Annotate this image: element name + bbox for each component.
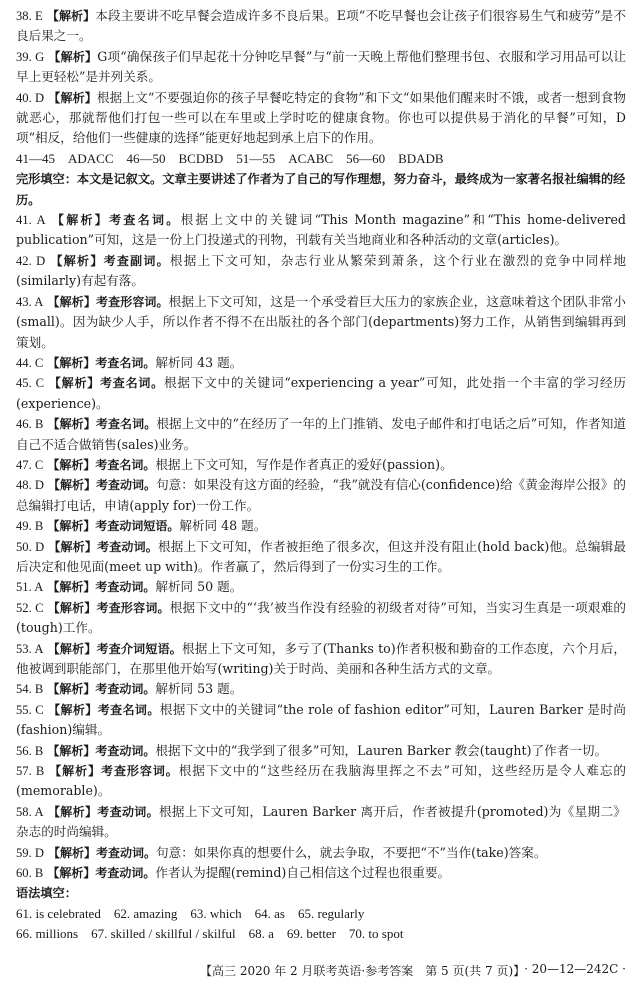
question-type: 考查动词。	[97, 804, 159, 819]
analysis-tag: 【解析】	[48, 845, 97, 860]
answer-item	[16, 251, 626, 292]
explanation-text: 根据上文中的关键词“This Month magazine”和“This home-delivered publication”可知，这是一份上门投递式的刊物，刊载有关当地商业和各种活动的文章(articles)。	[16, 212, 626, 248]
reading-answers-41-60: 41—45 ADACC 46—50 BCDBD 51—55 ACABC 56—60 BDADB	[16, 150, 444, 166]
analysis-tag: 【解析】	[47, 641, 97, 656]
explanation-text: 句意：如果没有这方面的经验，“我”就没有信心(confidence)给《黄金海岸公报》的总编辑打电话，申请(apply for)一份工作。	[16, 477, 626, 513]
answer-item	[16, 353, 626, 373]
explanation-text: 解析同 53 题。	[155, 681, 243, 697]
answer-item	[16, 843, 626, 863]
explanation-text: 作者认为提醒(remind)自己相信这个过程也很重要。	[155, 865, 451, 881]
explanation-text: 句意：如果你真的想要什么，就去争取，不要把“不”当作(take)答案。	[156, 844, 547, 860]
explanation-text: 解析同 48 题。	[179, 518, 267, 534]
analysis-tag: 【解析】	[48, 90, 97, 105]
analysis-tag: 【解析】	[48, 702, 98, 717]
answer-explanations-38-40	[16, 6, 626, 149]
question-type: 考查动词。	[96, 478, 157, 493]
answer-number: 56. B	[16, 743, 44, 758]
answer-number: 39. G	[16, 49, 45, 64]
answer-item	[16, 373, 626, 414]
analysis-tag: 【解析】	[47, 457, 96, 472]
answer-item	[16, 741, 626, 761]
analysis-tag: 【解析】	[47, 519, 96, 534]
explanation-text: 根据上文“不要强迫你的孩子早餐吃特定的食物”和下文“如果他们醒来时不饿，或者一想到食物就恶心，那就帮他们打包一些可以在车里或上学时吃的健康食物。你也可以提供易于消化的早餐”可知，D项“相反，给他们一些健康的选择”能更好地起到承上启下的作用。	[16, 89, 626, 146]
answer-number: 52. C	[16, 600, 44, 615]
explanation-text: 根据上下文可知，Lauren Barker 离开后，作者被提升(promoted)为《星期二》杂志的时尚编辑。	[16, 803, 626, 840]
grammar-answers	[16, 904, 626, 945]
analysis-tag: 【解析】	[47, 355, 96, 370]
answer-number: 45. C	[16, 376, 45, 391]
answer-item	[16, 292, 626, 353]
answer-number: 41. A	[16, 213, 46, 228]
answer-number: 51. A	[16, 580, 44, 595]
answer-item	[16, 210, 626, 251]
question-type: 考查形容词。	[101, 764, 179, 779]
analysis-tag: 【解析】	[47, 600, 97, 615]
answer-number: 38. E	[16, 9, 43, 23]
analysis-tag: 【解析】	[47, 866, 96, 881]
question-type: 考查名词。	[95, 457, 156, 472]
explanation-text: 根据上下文可知，杂志行业从繁荣到萧条，这个行业在激烈的竞争中同样地(similarly)有起有落。	[16, 252, 626, 289]
answer-item	[16, 6, 626, 47]
analysis-tag: 【解析】	[48, 478, 97, 493]
answer-number: 60. B	[16, 866, 44, 881]
answer-item	[16, 802, 626, 843]
explanation-text: 根据下文中的“这些经历在我脑海里挥之不去”可知，这些经历是令人难忘的(memorable)。	[16, 763, 626, 799]
question-type: 考查动词。	[96, 845, 157, 860]
question-type: 考查动词短语。	[95, 519, 180, 534]
answer-item	[16, 455, 626, 475]
question-type: 考查动词。	[95, 682, 156, 697]
answer-number: 43. A	[16, 294, 44, 309]
question-type: 考查名词。	[95, 355, 156, 370]
question-type: 考查动词。	[95, 866, 156, 881]
explanation-text: 根据上下文可知，写作是作者真正的爱好(passion)。	[155, 456, 453, 472]
answer-number: 49. B	[16, 519, 44, 534]
analysis-tag: 【解析】	[46, 9, 96, 23]
answer-number: 40. D	[16, 90, 45, 105]
cloze-section-title: 完形填空：本文是记叙文。文章主要讲述了作者为了自己的写作理想，努力奋斗，最终成为一家著名报社编辑的经历。	[16, 172, 626, 207]
question-type: 考查动词。	[95, 580, 156, 595]
answer-item	[16, 863, 626, 883]
answer-number: 50. D	[16, 539, 45, 554]
explanation-text: 根据上文中的“在经历了一年的上门推销、发电子邮件和打电话之后”可知，作者知道自己不适合做销售(sales)业务。	[16, 416, 626, 452]
grammar-answer-row: 61. is celebrated 62. amazing 63. which 64. as 65. regularly	[16, 905, 365, 921]
question-type: 考查动词。	[97, 539, 158, 554]
analysis-tag: 【解析】	[50, 253, 104, 268]
analysis-tag: 【解析】	[47, 804, 98, 819]
grammar-section-title: 语法填空：	[16, 886, 77, 901]
explanation-text: 根据下文中的“‘我’被当作没有经验的初级者对待”可知，当实习生真是一项艰难的(tough)工作。	[16, 599, 626, 636]
grammar-answer-row: 66. millions 67. skilled / skillful / skilful 68. a 69. better 70. to spot	[16, 926, 404, 942]
explanation-text: 根据上下文可知，这是一个承受着巨大压力的家族企业，这意味着这个团队非常小(small)。因为缺少人手，所以作者不得不在出版社的各个部门(departments)努力工作，从销售到编辑再到策划。	[16, 293, 626, 350]
answer-item	[16, 598, 626, 639]
answer-item	[16, 475, 626, 516]
analysis-tag: 【解析】	[47, 682, 96, 697]
analysis-tag: 【解析】	[47, 743, 96, 758]
answer-item	[16, 47, 626, 88]
analysis-tag: 【解析】	[48, 539, 98, 554]
analysis-tag: 【解析】	[47, 294, 96, 309]
answer-item	[16, 577, 626, 597]
answer-item	[16, 88, 626, 149]
question-type: 考查名词。	[109, 213, 181, 228]
answer-number: 58. A	[16, 804, 44, 819]
answer-number: 54. B	[16, 682, 44, 697]
answer-item	[16, 761, 626, 802]
question-type: 考查动词。	[95, 743, 156, 758]
question-type: 考查名词。	[100, 376, 164, 391]
answer-item	[16, 516, 626, 536]
analysis-tag: 【解析】	[49, 764, 102, 779]
answer-item	[16, 679, 626, 699]
explanation-text: 解析同 43 题。	[155, 354, 243, 370]
answer-number: 57. B	[16, 764, 45, 779]
question-type: 考查形容词。	[96, 600, 170, 615]
footer-page-info: 【高三 2020 年 2 月联考英语·参考答案 第 5 页(共 7 页)】	[200, 964, 526, 978]
cloze-explanations	[16, 210, 626, 883]
question-type: 考查介词短语。	[96, 641, 182, 656]
analysis-tag: 【解析】	[47, 580, 96, 595]
explanation-text: 根据下文中的“我学到了很多”可知，Lauren Barker 教会(taught)了作者一切。	[155, 742, 608, 758]
explanation-text: 根据下文中的关键词“experiencing a year”可知，此处指一个丰富的学习经历(experience)。	[16, 375, 626, 411]
analysis-tag: 【解析】	[48, 49, 98, 64]
answer-item	[16, 537, 626, 578]
answer-item	[16, 700, 626, 741]
explanation-text: 根据上下文可知，作者被拒绝了很多次，但这并没有阻止(hold back)他。总编辑最后决定和他见面(meet up with)。作者赢了，然后得到了一份实习生的工作。	[16, 538, 626, 574]
answer-item	[16, 639, 626, 680]
question-type: 考查名词。	[97, 702, 160, 717]
answer-item	[16, 414, 626, 455]
answer-number: 55. C	[16, 702, 44, 717]
answer-number: 42. D	[16, 253, 46, 268]
question-type: 考查形容词。	[95, 294, 169, 309]
explanation-text: 根据上下文可知，多亏了(Thanks to)作者积极和勤奋的工作态度，六个月后，他被调到职能部门，在那里他开始写(writing)关于时尚、美丽和各种生活方式的文章。	[16, 640, 626, 676]
answer-number: 47. C	[16, 457, 44, 472]
explanation-text: 解析同 50 题。	[155, 579, 243, 595]
analysis-tag: 【解析】	[51, 213, 110, 228]
explanation-text: 根据下文中的关键词“the role of fashion editor”可知，Lauren Barker 是时尚(fashion)编辑。	[16, 701, 626, 738]
question-type: 考查副词。	[103, 253, 170, 268]
answer-number: 48. D	[16, 478, 44, 493]
answer-number: 44. C	[16, 355, 44, 370]
analysis-tag: 【解析】	[47, 417, 96, 432]
question-type: 考查名词。	[95, 417, 157, 432]
analysis-tag: 【解析】	[48, 376, 101, 391]
explanation-text: 本段主要讲不吃早餐会造成许多不良后果。E项“不吃早餐也会让孩子们很容易生气和疲劳”是不良后果之一。	[16, 8, 626, 44]
footer-code: · 20—12—242C ·	[524, 962, 626, 976]
explanation-text: G项“确保孩子们早起花十分钟吃早餐”与“前一天晚上帮他们整理书包、衣服和学习用品可以让早上更轻松”是并列关系。	[16, 48, 626, 85]
answer-number: 53. A	[16, 641, 44, 656]
answer-number: 59. D	[16, 845, 44, 860]
answer-number: 46. B	[16, 417, 44, 432]
